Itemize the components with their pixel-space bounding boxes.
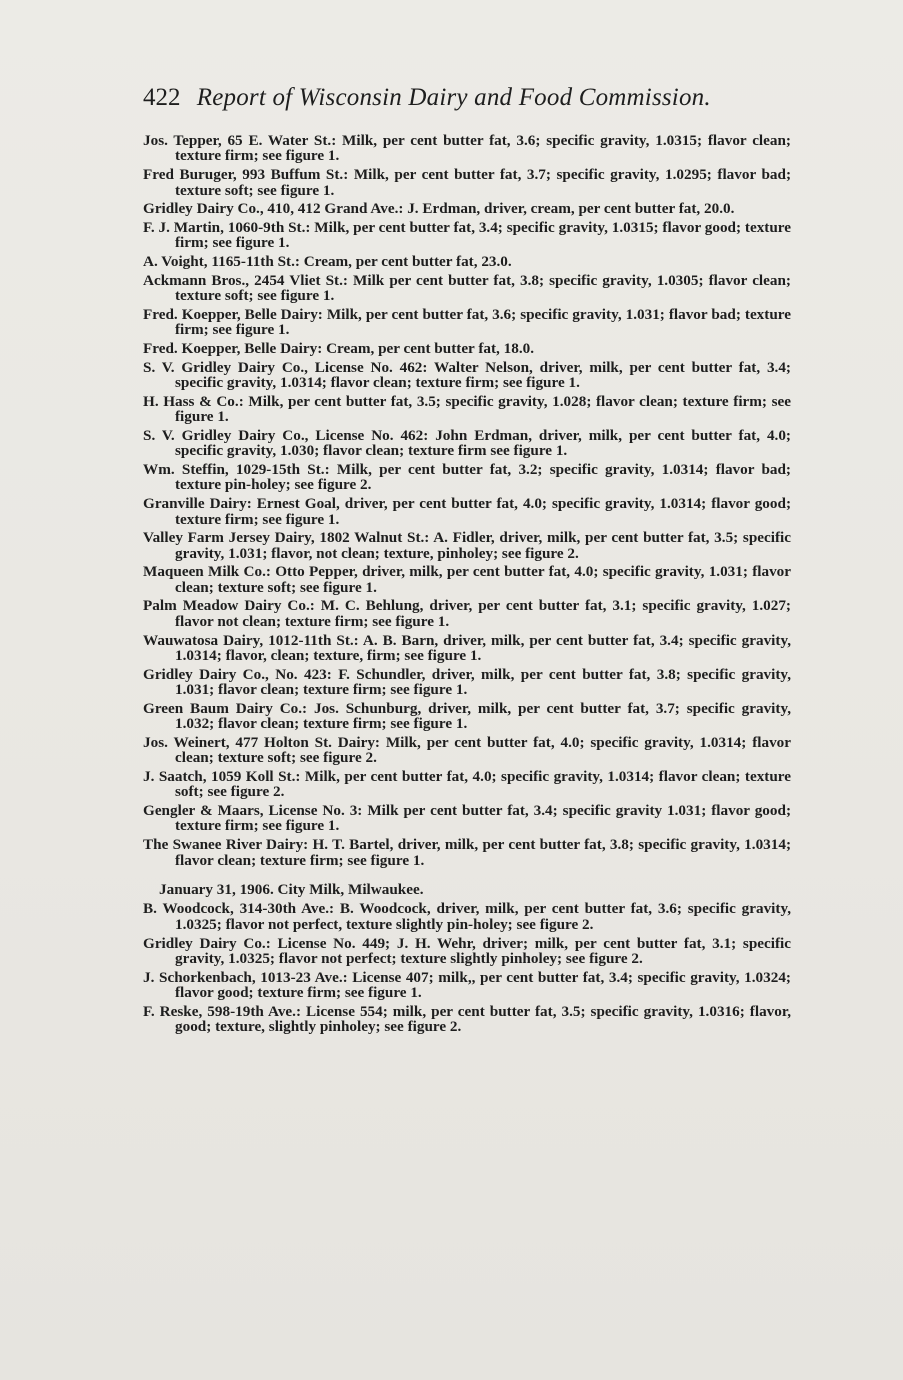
entry: The Swanee River Dairy: H. T. Bartel, driver, milk, per cent butter fat, 3.8; specific gravity, 1.0314; flavor clean; texture firm; see figure 1. xyxy=(143,836,791,869)
entry: Granville Dairy: Ernest Goal, driver, per cent butter fat, 4.0; specific gravity, 1.0314; flavor good; texture firm; see figure 1. xyxy=(143,495,791,528)
entry: Wauwatosa Dairy, 1012-11th St.: A. B. Barn, driver, milk, per cent butter fat, 3.4; specific gravity, 1.0314; flavor, clean; texture, firm; see figure 1. xyxy=(143,631,791,664)
entry: Wm. Steffin, 1029-15th St.: Milk, per cent butter fat, 3.2; specific gravity, 1.0314; flavor bad; texture pin-holey; see figure 2. xyxy=(143,460,791,494)
entry: Maqueen Milk Co.: Otto Pepper, driver, milk, per cent butter fat, 4.0; specific gravity, 1.031; flavor clean; texture soft; see figure 1. xyxy=(143,563,791,596)
entry: Gridley Dairy Co., 410, 412 Grand Ave.: J. Erdman, driver, cream, per cent butter fat, 20.0. xyxy=(143,200,735,218)
page-title: Report of Wisconsin Dairy and Food Commission. xyxy=(196,84,711,111)
entry: H. Hass & Co.: Milk, per cent butter fat, 3.5; specific gravity, 1.028; flavor clean; texture firm; see figure 1. xyxy=(143,392,791,426)
entry: S. V. Gridley Dairy Co., License No. 462: John Erdman, driver, milk, per cent butter fat, 4.0; specific gravity, 1.030; flavor clean; texture firm see figure 1. xyxy=(143,426,791,460)
entry: B. Woodcock, 314-30th Ave.: B. Woodcock, driver, milk, per cent butter fat, 3.6; specific gravity, 1.0325; flavor not perfect, texture slightly pin-holey; see figure 2. xyxy=(143,900,791,933)
entry: Fred Buruger, 993 Buffum St.: Milk, per cent butter fat, 3.7; specific gravity, 1.0295; flavor bad; texture soft; see figure 1. xyxy=(143,166,791,199)
entry: A. Voight, 1165-11th St.: Cream, per cent butter fat, 23.0. xyxy=(143,253,512,271)
entry: F. Reske, 598-19th Ave.: License 554; milk, per cent butter fat, 3.5; specific gravity, 1.0316; flavor, good; texture, slightly pinholey; see figure 2. xyxy=(143,1002,791,1036)
entry: J. Saatch, 1059 Koll St.: Milk, per cent butter fat, 4.0; specific gravity, 1.0314; flavor clean; texture soft; see figure 2. xyxy=(143,767,791,801)
entry: Gridley Dairy Co., No. 423: F. Schundler, driver, milk, per cent butter fat, 3.8; specific gravity, 1.031; flavor clean; texture firm; see figure 1. xyxy=(143,665,791,699)
running-header xyxy=(143,84,711,112)
entry: Ackmann Bros., 2454 Vliet St.: Milk per cent butter fat, 3.8; specific gravity, 1.0305; flavor clean; texture soft; see figure 1. xyxy=(143,271,791,305)
entry: F. J. Martin, 1060-9th St.: Milk, per cent butter fat, 3.4; specific gravity, 1.0315; flavor good; texture firm; see figure 1. xyxy=(143,218,791,252)
entry: Gengler & Maars, License No. 3: Milk per cent butter fat, 3.4; specific gravity 1.031; flavor good; texture firm; see figure 1. xyxy=(143,802,791,835)
page-number: 422 xyxy=(143,84,181,111)
entry: Valley Farm Jersey Dairy, 1802 Walnut St.: A. Fidler, driver, milk, per cent butter fat, 3.5; specific gravity, 1.031; flavor, not clean; texture, pinholey; see figure 2. xyxy=(143,529,791,562)
entry: Gridley Dairy Co.: License No. 449; J. H. Wehr, driver; milk, per cent butter fat, 3.1; specific gravity, 1.0325; flavor not perfect; texture slightly pinholey; see figure 2. xyxy=(143,934,791,967)
section-dateline: January 31, 1906. City Milk, Milwaukee. xyxy=(159,881,424,898)
entry: Jos. Tepper, 65 E. Water St.: Milk, per cent butter fat, 3.6; specific gravity, 1.0315; flavor clean; texture firm; see figure 1. xyxy=(143,132,791,165)
entry: Jos. Weinert, 477 Holton St. Dairy: Milk, per cent butter fat, 4.0; specific gravity, 1.0314; flavor clean; texture soft; see figure 2. xyxy=(143,733,791,767)
inspection-entries xyxy=(143,133,791,1038)
entry: Fred. Koepper, Belle Dairy: Cream, per cent butter fat, 18.0. xyxy=(143,339,535,357)
entry: S. V. Gridley Dairy Co., License No. 462: Walter Nelson, driver, milk, per cent butter fat, 3.4; specific gravity, 1.0314; flavor clean; texture firm; see figure 1. xyxy=(143,358,791,392)
entry: Fred. Koepper, Belle Dairy: Milk, per cent butter fat, 3.6; specific gravity, 1.031; flavor bad; texture firm; see figure 1. xyxy=(143,305,791,339)
entry: Green Baum Dairy Co.: Jos. Schunburg, driver, milk, per cent butter fat, 3.7; specific gravity, 1.032; flavor clean; texture firm; see figure 1. xyxy=(143,699,791,733)
entry: J. Schorkenbach, 1013-23 Ave.: License 407; milk,, per cent butter fat, 3.4; specific gravity, 1.0324; flavor good; texture firm; see figure 1. xyxy=(143,968,791,1002)
entry: Palm Meadow Dairy Co.: M. C. Behlung, driver, per cent butter fat, 3.1; specific gravity, 1.027; flavor not clean; texture firm; see figure 1. xyxy=(143,597,791,630)
